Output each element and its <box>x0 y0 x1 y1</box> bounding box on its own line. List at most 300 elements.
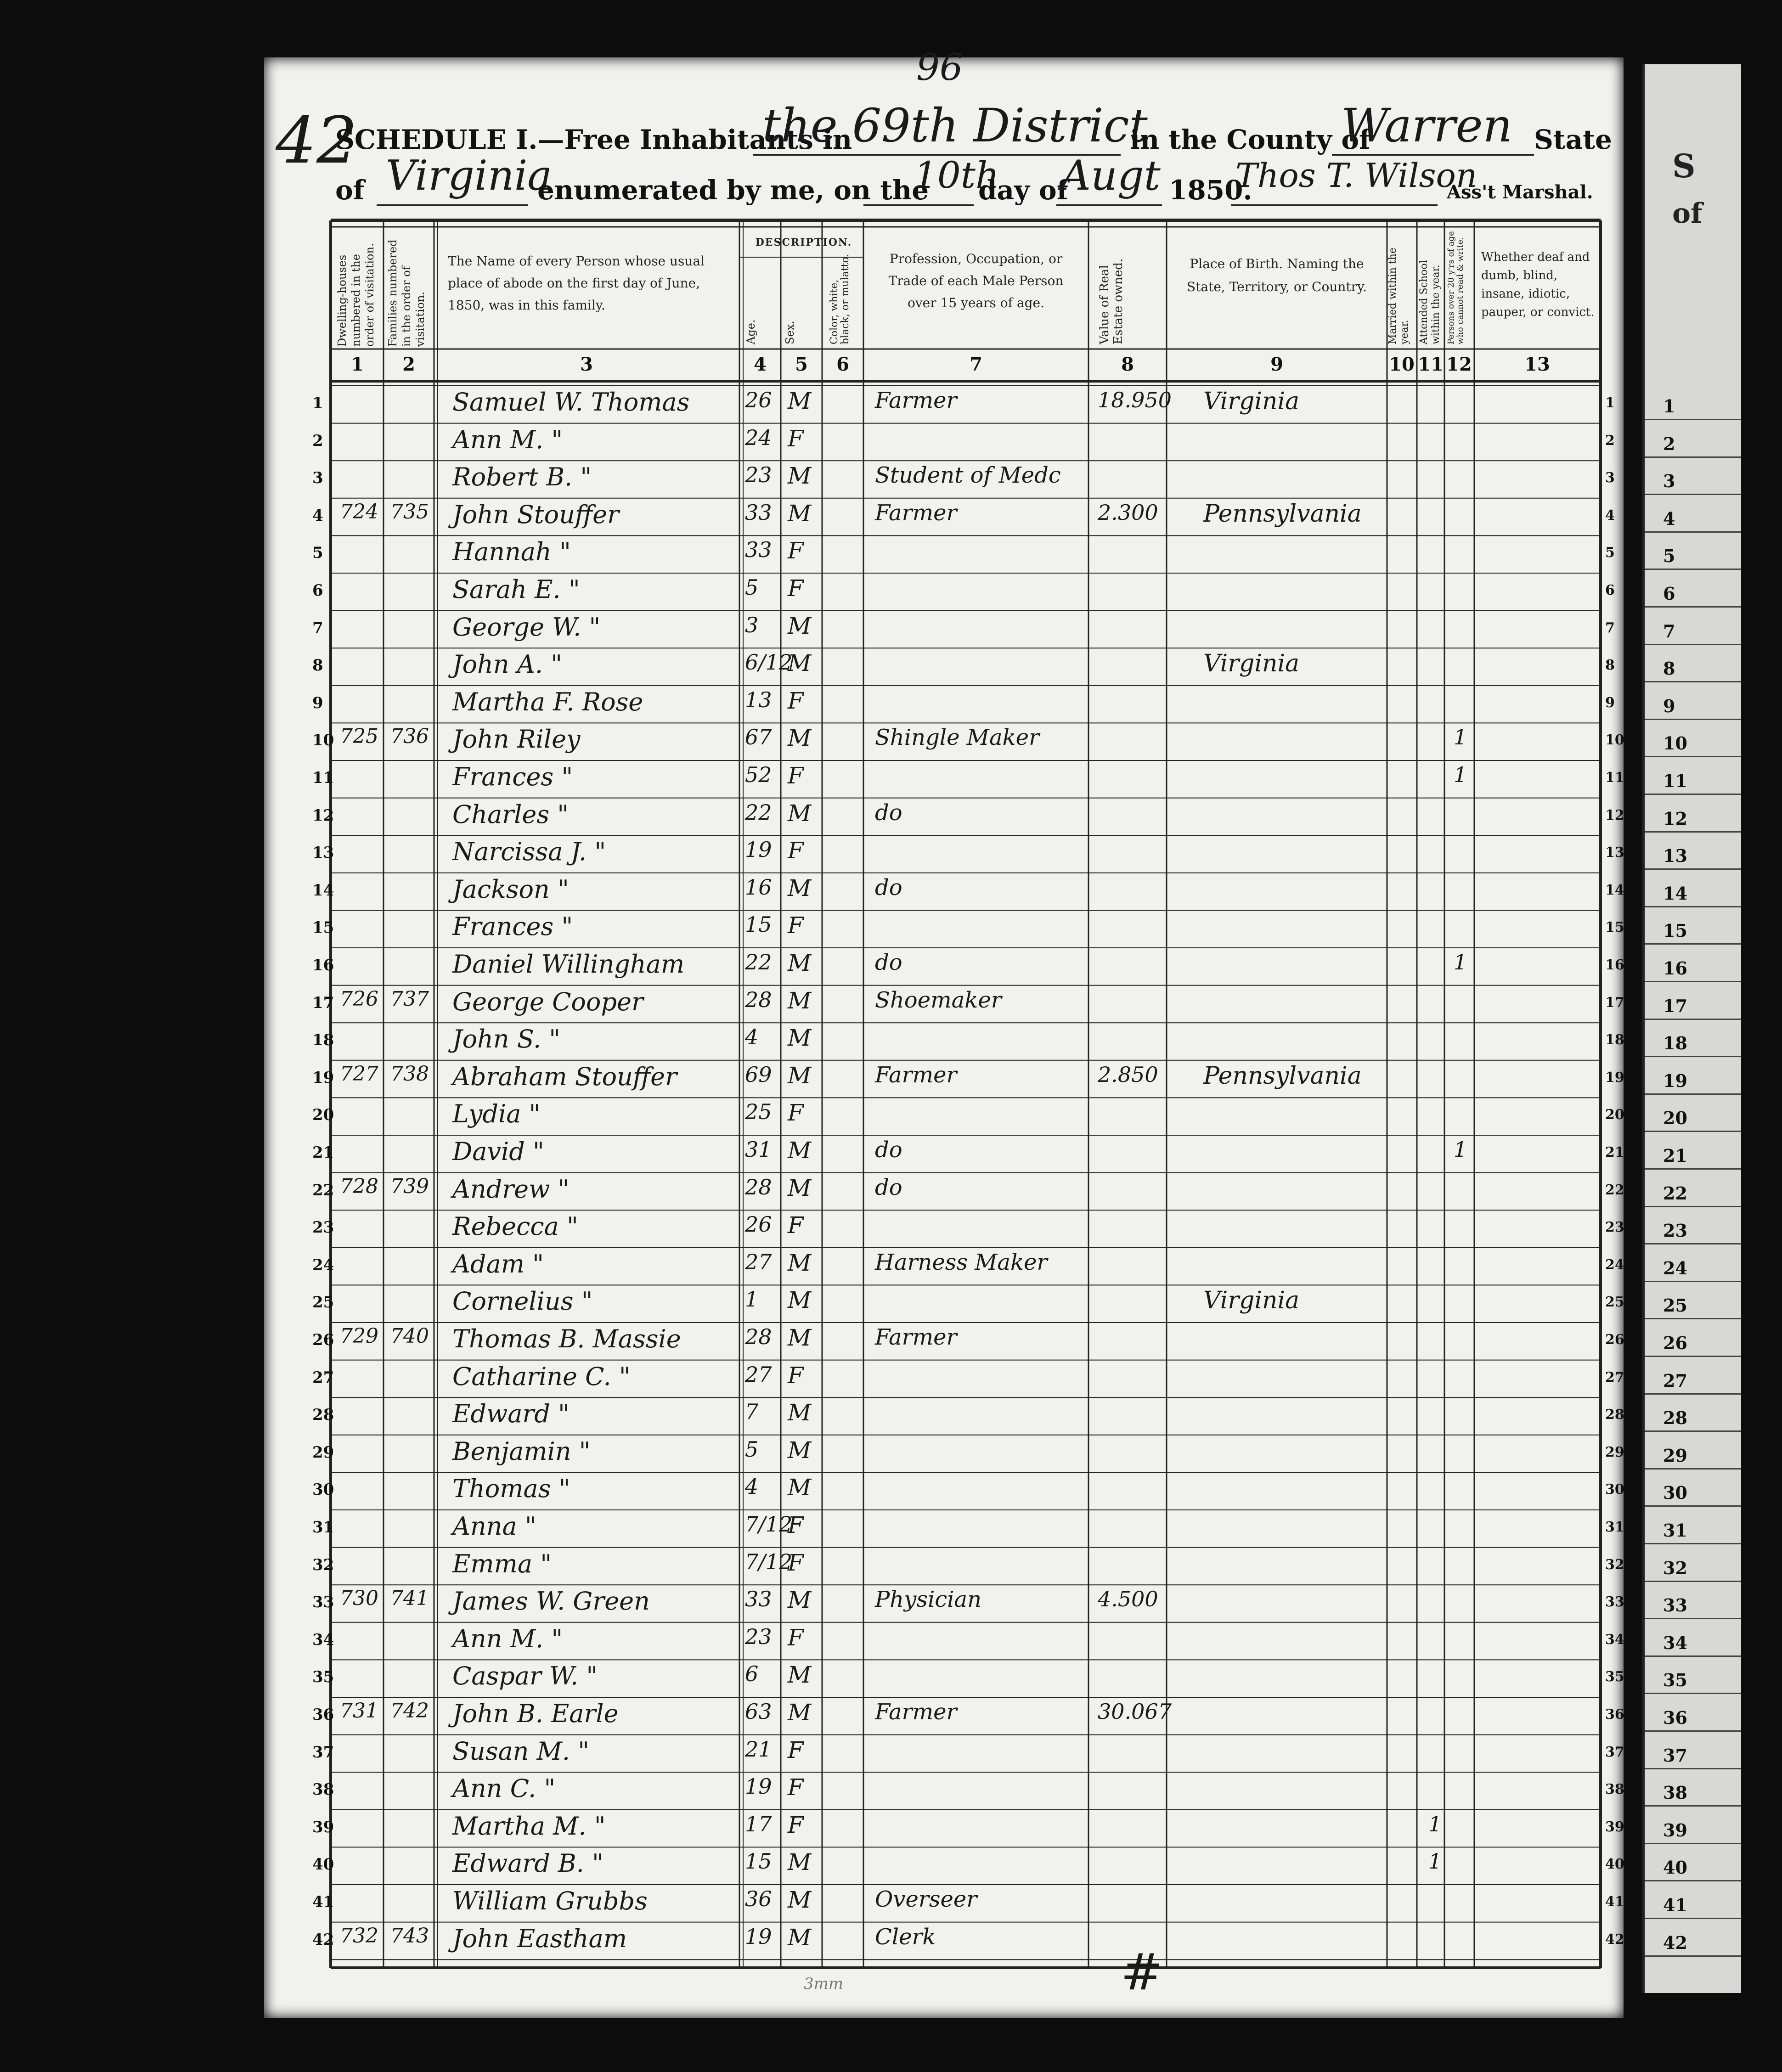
cell-dw: 730 <box>340 1587 378 1610</box>
cell-birth: Virginia <box>1203 1287 1300 1315</box>
cell-name: Charles " <box>452 800 569 829</box>
table-row <box>0 535 1782 572</box>
cell-occ: Farmer <box>875 388 957 413</box>
cell-name: Ann M. " <box>452 1624 563 1653</box>
line-number: 22 <box>312 1181 334 1199</box>
line-number: 10 <box>312 731 334 750</box>
line-number: 13 <box>312 844 334 862</box>
adjacent-page-line-number: 38 <box>1663 1782 1687 1803</box>
col-header-age: Age. <box>744 319 757 344</box>
table-row <box>0 910 1782 947</box>
cell-sex: M <box>788 388 812 414</box>
cell-sex: F <box>788 1624 804 1651</box>
line-number: 40 <box>312 1855 334 1874</box>
table-row <box>0 498 1782 535</box>
cell-age: 15 <box>745 912 772 937</box>
column-number-9: 9 <box>1270 354 1283 375</box>
line-number-right: 16 <box>1605 957 1624 973</box>
line-number: 31 <box>312 1518 334 1537</box>
cell-fam: 741 <box>390 1587 429 1610</box>
cell-name: Andrew " <box>452 1174 570 1204</box>
cell-sex: M <box>788 987 812 1014</box>
adjacent-page-line-number: 15 <box>1663 920 1687 941</box>
cell-age: 69 <box>745 1062 772 1087</box>
col-header-family: Families numbered in the order of visitation. <box>386 239 427 347</box>
column-number-2: 2 <box>402 354 415 375</box>
adjacent-page-line-number: 17 <box>1663 995 1687 1016</box>
cell-age: 36 <box>745 1886 772 1911</box>
table-row <box>0 1735 1782 1772</box>
cell-age: 19 <box>745 1774 772 1799</box>
cell-name: John Riley <box>452 725 581 754</box>
state-label: State <box>1534 124 1612 155</box>
line-number: 30 <box>312 1481 334 1499</box>
line-number-right: 33 <box>1605 1594 1624 1610</box>
cell-occ: Shoemaker <box>875 987 1002 1013</box>
cell-sex: F <box>788 762 804 789</box>
cell-name: Frances " <box>452 762 573 791</box>
cell-age: 1 <box>745 1287 759 1312</box>
cell-illit: 1 <box>1454 762 1467 787</box>
line-number-right: 27 <box>1605 1369 1624 1385</box>
col-header-illiterate: Persons over 20 y'rs of age who cannot read & write. <box>1446 231 1465 344</box>
cell-name: Anna " <box>452 1512 536 1541</box>
cell-age: 26 <box>745 388 772 412</box>
table-row <box>0 686 1782 722</box>
cell-name: Narcissa J. " <box>452 837 606 867</box>
district-field: the 69th District <box>762 99 1148 152</box>
cell-age: 17 <box>745 1811 772 1836</box>
line-number-right: 41 <box>1605 1894 1624 1910</box>
line-number-right: 35 <box>1605 1669 1624 1685</box>
line-number-right: 23 <box>1605 1219 1624 1236</box>
column-number-5: 5 <box>795 354 808 375</box>
cell-sex: M <box>788 1324 812 1351</box>
stamp-number: 96 <box>916 46 963 89</box>
cell-sex: M <box>788 1699 812 1726</box>
cell-name: Sarah E. " <box>452 575 580 604</box>
cell-age: 24 <box>745 425 772 450</box>
cell-birth: Pennsylvania <box>1203 500 1362 528</box>
cell-age: 16 <box>745 874 772 900</box>
cell-name: George W. " <box>452 612 601 642</box>
table-row <box>0 1023 1782 1059</box>
cell-sex: F <box>788 425 804 452</box>
table-row <box>0 1847 1782 1884</box>
cell-age: 23 <box>745 462 772 488</box>
line-number: 11 <box>312 769 334 787</box>
line-number-right: 20 <box>1605 1107 1624 1123</box>
cell-sex: F <box>788 575 804 602</box>
cell-age: 33 <box>745 1587 772 1612</box>
cell-age: 27 <box>745 1249 772 1274</box>
table-row <box>0 1697 1782 1734</box>
line-number: 7 <box>312 619 323 637</box>
cell-name: William Grubbs <box>452 1886 648 1915</box>
line-number-right: 22 <box>1605 1182 1624 1198</box>
column-number-1: 1 <box>351 354 364 375</box>
adjacent-page-line-number: 12 <box>1663 808 1687 829</box>
line-number-right: 7 <box>1605 619 1615 636</box>
adjacent-page-line-number: 3 <box>1663 471 1675 492</box>
table-row <box>0 1472 1782 1509</box>
adjacent-page-line-number: 37 <box>1663 1745 1687 1766</box>
cell-age: 19 <box>745 837 772 862</box>
cell-name: Abraham Stouffer <box>452 1062 677 1091</box>
state-field: Virginia <box>386 152 553 200</box>
col-header-sex: Sex. <box>784 321 796 344</box>
line-number-right: 6 <box>1605 582 1615 598</box>
line-number: 35 <box>312 1668 334 1687</box>
table-row <box>0 648 1782 685</box>
cell-age: 21 <box>745 1736 772 1762</box>
cell-name: Susan M. " <box>452 1736 590 1766</box>
column-number-4: 4 <box>754 354 767 375</box>
line-number: 33 <box>312 1593 334 1612</box>
cell-sex: M <box>788 650 812 677</box>
line-number: 29 <box>312 1443 334 1462</box>
cell-sex: F <box>788 687 804 714</box>
adjacent-page-line-number: 42 <box>1663 1932 1687 1953</box>
cell-dw: 728 <box>340 1174 378 1198</box>
line-number-right: 18 <box>1605 1032 1624 1048</box>
cell-occ: Physician <box>875 1587 982 1613</box>
cell-age: 31 <box>745 1137 772 1162</box>
cell-dw: 724 <box>340 500 378 524</box>
cell-occ: Farmer <box>875 1324 957 1350</box>
cell-name: John B. Earle <box>452 1699 619 1728</box>
table-row <box>0 1922 1782 1959</box>
cell-age: 15 <box>745 1849 772 1874</box>
cell-age: 22 <box>745 950 772 974</box>
cell-fam: 743 <box>390 1924 429 1948</box>
cell-sex: F <box>788 1362 804 1389</box>
adjacent-page-line-number: 26 <box>1663 1333 1687 1353</box>
column-number-12: 12 <box>1446 354 1472 375</box>
bottom-hash-mark: # <box>1121 1942 1163 2001</box>
cell-value: 4.500 <box>1098 1587 1158 1612</box>
adjacent-page-line-number: 11 <box>1663 771 1687 791</box>
column-number-8: 8 <box>1121 354 1134 375</box>
cell-age: 25 <box>745 1099 772 1125</box>
cell-age: 52 <box>745 762 772 787</box>
line-number: 9 <box>312 693 323 712</box>
adjacent-page-line-number: 1 <box>1663 396 1675 417</box>
cell-name: John S. " <box>452 1025 561 1054</box>
cell-age: 5 <box>745 1436 759 1462</box>
cell-sex: M <box>788 1924 812 1951</box>
line-number: 42 <box>312 1930 334 1949</box>
adjacent-page-line-number: 39 <box>1663 1819 1687 1841</box>
line-number: 25 <box>312 1293 334 1312</box>
line-number: 16 <box>312 956 334 974</box>
line-number-right: 42 <box>1605 1931 1624 1948</box>
adjacent-page-line-number: 27 <box>1663 1370 1687 1391</box>
cell-name: Adam " <box>452 1249 544 1278</box>
cell-sex: M <box>788 725 812 752</box>
table-row <box>0 1285 1782 1322</box>
line-number-right: 1 <box>1605 395 1615 411</box>
year-label: 1850. <box>1169 175 1252 206</box>
table-row <box>0 1622 1782 1659</box>
cell-age: 23 <box>745 1624 772 1649</box>
cell-dw: 731 <box>340 1699 378 1723</box>
cell-sex: F <box>788 912 804 939</box>
line-number-right: 15 <box>1605 919 1624 936</box>
line-number: 32 <box>312 1555 334 1574</box>
adjacent-page-line-number: 33 <box>1663 1595 1687 1616</box>
adjacent-page-line-number: 13 <box>1663 845 1687 867</box>
col-header-birthplace: Place of Birth. Naming the State, Territory, or Country. <box>1186 256 1367 294</box>
cell-name: Rebecca " <box>452 1212 578 1241</box>
cell-school: 1 <box>1428 1849 1442 1874</box>
line-number: 36 <box>312 1706 334 1724</box>
cell-sex: M <box>788 612 812 639</box>
day-of-label: day of <box>978 175 1068 206</box>
line-number: 2 <box>312 431 323 450</box>
line-number: 20 <box>312 1106 334 1125</box>
line-number: 27 <box>312 1368 334 1387</box>
cell-occ: do <box>875 1137 902 1163</box>
cell-occ: Farmer <box>875 1062 957 1088</box>
line-number-right: 11 <box>1605 770 1624 786</box>
line-number-right: 19 <box>1605 1069 1624 1086</box>
cell-age: 28 <box>745 987 772 1012</box>
cell-value: 30.067 <box>1098 1699 1172 1724</box>
cell-dw: 732 <box>340 1924 378 1948</box>
table-row <box>0 1772 1782 1809</box>
cell-sex: M <box>788 950 812 976</box>
table-row <box>0 1248 1782 1284</box>
adjacent-page-line-number: 10 <box>1663 733 1687 754</box>
cell-school: 1 <box>1428 1811 1442 1836</box>
table-row <box>0 1548 1782 1584</box>
cell-sex: M <box>788 1849 812 1876</box>
line-number-right: 25 <box>1605 1294 1624 1311</box>
table-row <box>0 835 1782 872</box>
cell-fam: 736 <box>390 725 429 749</box>
cell-age: 28 <box>745 1324 772 1349</box>
cell-occ: Farmer <box>875 1699 957 1725</box>
cell-sex: M <box>788 1587 812 1614</box>
cell-age: 5 <box>745 575 759 600</box>
col-header-dwelling: Dwelling-houses numbered in the order of visitation. <box>336 243 376 347</box>
line-number-right: 10 <box>1605 732 1624 749</box>
col-header-school: Attended School within the year. <box>1418 260 1442 344</box>
adjacent-page-line-number: 21 <box>1663 1145 1687 1166</box>
line-number-right: 9 <box>1605 694 1615 711</box>
adjacent-page-line-number: 2 <box>1663 433 1675 454</box>
column-number-6: 6 <box>836 354 849 375</box>
line-number: 8 <box>312 656 323 675</box>
adjacent-page-line-number: 34 <box>1663 1632 1687 1653</box>
cell-fam: 738 <box>390 1062 429 1086</box>
county-label: in the County of <box>1130 124 1370 155</box>
line-number: 26 <box>312 1331 334 1349</box>
table-row <box>0 1585 1782 1622</box>
table-row <box>0 1885 1782 1921</box>
adjacent-page-line-number: 20 <box>1663 1108 1687 1129</box>
cell-sex: F <box>788 1774 804 1801</box>
cell-sex: F <box>788 1212 804 1239</box>
cell-fam: 737 <box>390 987 429 1011</box>
cell-illit: 1 <box>1454 950 1467 974</box>
cell-age: 19 <box>745 1924 772 1949</box>
cell-name: Caspar W. " <box>452 1661 598 1691</box>
adjacent-page-line-number: 9 <box>1663 695 1675 716</box>
cell-sex: F <box>788 1099 804 1126</box>
column-number-11: 11 <box>1418 354 1444 375</box>
cell-sex: M <box>788 1287 812 1314</box>
line-number-right: 8 <box>1605 657 1615 674</box>
cell-sex: M <box>788 1025 812 1052</box>
cell-name: Hannah " <box>452 537 571 567</box>
column-number-7: 7 <box>970 354 982 375</box>
cell-name: Edward B. " <box>452 1849 603 1878</box>
cell-value: 2.300 <box>1098 500 1158 525</box>
cell-age: 28 <box>745 1174 772 1199</box>
line-number: 6 <box>312 581 323 600</box>
cell-birth: Pennsylvania <box>1203 1062 1362 1090</box>
line-number: 23 <box>312 1218 334 1237</box>
line-number-right: 12 <box>1605 807 1624 823</box>
adjacent-page-line-number: 19 <box>1663 1070 1687 1091</box>
table-row <box>0 1323 1782 1359</box>
cell-illit: 1 <box>1454 725 1467 750</box>
line-number: 28 <box>312 1406 334 1424</box>
line-number-right: 14 <box>1605 882 1624 898</box>
day-field: 10th <box>914 154 999 197</box>
cell-value: 18.950 <box>1098 388 1172 412</box>
adjacent-page-line-number: 22 <box>1663 1182 1687 1204</box>
cell-age: 3 <box>745 612 759 637</box>
line-number-right: 40 <box>1605 1856 1624 1873</box>
cell-name: John A. " <box>452 650 563 679</box>
adjacent-page-line-number: 18 <box>1663 1033 1687 1054</box>
line-number-right: 3 <box>1605 470 1615 486</box>
table-row <box>0 573 1782 610</box>
cell-sex: F <box>788 1736 804 1763</box>
line-number: 5 <box>312 544 323 563</box>
col-header-color: Color, white, black, or mulatto. <box>829 253 851 344</box>
adjacent-page-line-number: 28 <box>1663 1408 1687 1429</box>
cell-name: Martha M. " <box>452 1811 606 1841</box>
cell-age: 4 <box>745 1025 759 1050</box>
cell-age: 6 <box>745 1661 759 1687</box>
cell-occ: Shingle Maker <box>875 725 1040 751</box>
cell-name: Martha F. Rose <box>452 687 643 716</box>
asst-marshal-label: Ass't Marshal. <box>1447 181 1593 203</box>
cell-name: Robert B. " <box>452 462 592 492</box>
line-number: 37 <box>312 1743 334 1762</box>
cell-sex: M <box>788 1436 812 1464</box>
adjacent-page-line-number: 29 <box>1663 1445 1687 1466</box>
cell-sex: M <box>788 1474 812 1501</box>
line-number: 1 <box>312 394 323 412</box>
column-number-13: 13 <box>1524 354 1550 375</box>
table-row <box>0 1173 1782 1210</box>
cell-occ: Overseer <box>875 1886 977 1912</box>
adjacent-page-line-number: 5 <box>1663 546 1675 567</box>
line-number: 17 <box>312 993 334 1012</box>
county-field: Warren <box>1341 99 1512 152</box>
cell-name: Ann M. " <box>452 425 563 454</box>
column-number-10: 10 <box>1389 354 1415 375</box>
marshal-signature: Thos T. Wilson <box>1235 156 1477 195</box>
cell-name: Emma " <box>452 1549 552 1578</box>
cell-age: 7/12 <box>745 1549 793 1574</box>
table-row <box>0 1660 1782 1696</box>
line-number: 3 <box>312 469 323 488</box>
cell-dw: 726 <box>340 987 378 1011</box>
line-number-right: 13 <box>1605 845 1624 861</box>
bottom-stamp: 3mm <box>804 1975 844 1993</box>
table-row <box>0 798 1782 835</box>
line-number-right: 17 <box>1605 994 1624 1011</box>
line-number: 15 <box>312 918 334 937</box>
line-number: 41 <box>312 1893 334 1911</box>
cell-fam: 742 <box>390 1699 429 1723</box>
cell-occ: Clerk <box>875 1924 936 1950</box>
adjacent-page-line-number: 35 <box>1663 1670 1687 1691</box>
line-number: 14 <box>312 881 334 900</box>
cell-occ: do <box>875 874 902 901</box>
cell-occ: do <box>875 950 902 975</box>
cell-sex: F <box>788 537 804 564</box>
adjacent-page-of: of <box>1672 197 1703 230</box>
cell-name: Ann C. " <box>452 1774 556 1803</box>
cell-age: 4 <box>745 1474 759 1499</box>
line-number-right: 38 <box>1605 1781 1624 1798</box>
cell-fam: 739 <box>390 1174 429 1198</box>
adjacent-page-line-number: 8 <box>1663 658 1675 679</box>
table-row <box>0 1360 1782 1397</box>
line-number-right: 24 <box>1605 1256 1624 1273</box>
col-header-name: The Name of every Person whose usual place of abode on the first day of June, 1850, was in this family. <box>448 253 705 313</box>
line-number-right: 36 <box>1605 1706 1624 1723</box>
adjacent-page-line-number: 14 <box>1663 883 1687 904</box>
column-number-3: 3 <box>580 354 593 375</box>
cell-name: Daniel Willingham <box>452 950 685 979</box>
cell-occ: Farmer <box>875 500 957 526</box>
cell-age: 33 <box>745 537 772 563</box>
table-row <box>0 461 1782 497</box>
adjacent-page-line-number: 36 <box>1663 1707 1687 1728</box>
cell-sex: M <box>788 874 812 901</box>
month-field: Augt <box>1061 152 1161 200</box>
cell-sex: F <box>788 1549 804 1576</box>
table-row <box>0 1060 1782 1097</box>
adjacent-page-line-number: 30 <box>1663 1482 1687 1503</box>
cell-dw: 725 <box>340 725 378 749</box>
line-number-right: 5 <box>1605 545 1615 561</box>
table-row <box>0 985 1782 1022</box>
adjacent-page-s: S <box>1672 147 1696 185</box>
line-number-right: 21 <box>1605 1144 1624 1160</box>
adjacent-page-line-number: 31 <box>1663 1520 1687 1541</box>
cell-name: James W. Green <box>452 1587 650 1616</box>
line-number: 19 <box>312 1068 334 1087</box>
cell-occ: Student of Medc <box>875 462 1061 489</box>
line-number-right: 4 <box>1605 507 1615 524</box>
col-header-condition: Whether deaf and dumb, blind, insane, idiotic, pauper, or convict. <box>1481 250 1595 319</box>
col-header-description: DESCRIPTION. <box>755 236 852 248</box>
cell-name: Cornelius " <box>452 1287 593 1316</box>
line-number-right: 37 <box>1605 1744 1624 1760</box>
col-header-occupation: Profession, Occupation, or Trade of each Male Person over 15 years of age. <box>888 251 1064 310</box>
cell-name: John Stouffer <box>452 500 619 529</box>
cell-sex: M <box>788 1886 812 1913</box>
